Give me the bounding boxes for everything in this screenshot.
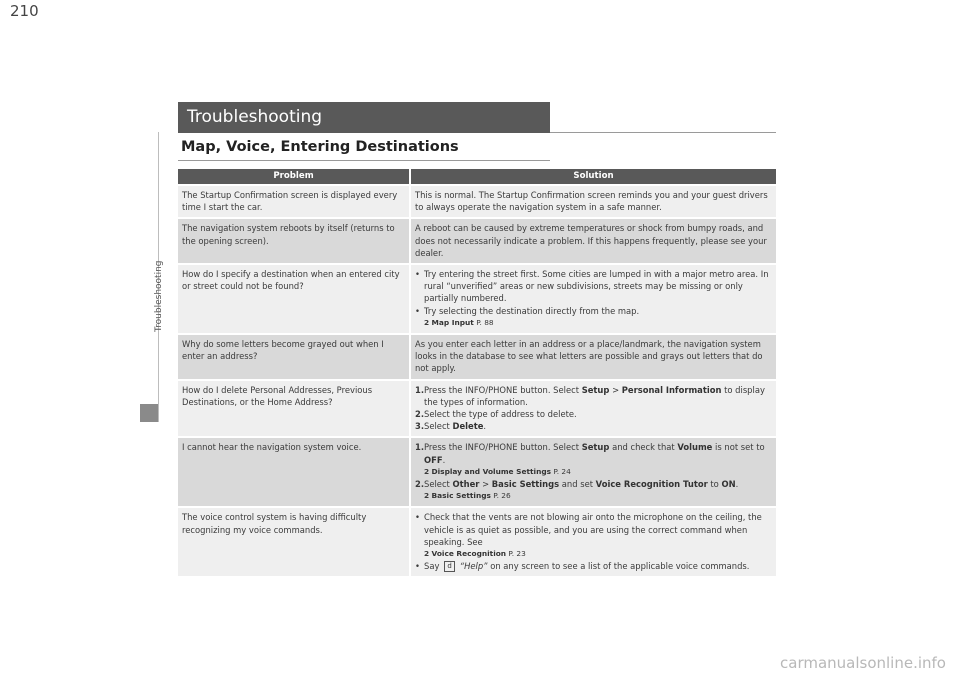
table-row [178, 264, 776, 334]
title-rule [550, 132, 776, 133]
step-text: to [710, 479, 719, 490]
step-number: 2. [415, 479, 425, 490]
bullet-text: Try entering the street first. Some cities are lumped in with a major metro area. In rural “unverified” areas or new subdivisions, streets may be missing or only partially numbered. [424, 269, 769, 304]
reference-page: P. 88 [476, 317, 494, 327]
troubleshooting-table [178, 169, 776, 576]
step-text: to display the types of information. [424, 384, 765, 407]
step-item [415, 408, 772, 420]
reference-arrow-icon: 2 [424, 317, 430, 327]
sub-title: Map, Voice, Entering Destinations [181, 139, 459, 155]
menu-delete: Delete [452, 421, 484, 432]
problem-cell: The Startup Confirmation screen is displayed every time I start the car. [178, 185, 410, 218]
problem-cell: How do I specify a destination when an entered city or street could not be found? [178, 264, 410, 334]
menu-volume: Volume [677, 442, 713, 453]
menu-voice-recognition-tutor: Voice Recognition Tutor [595, 479, 708, 490]
solution-cell [410, 437, 776, 507]
step-text: Select [424, 421, 450, 432]
step-number: 1. [415, 384, 425, 395]
bullet-text: Say [424, 561, 440, 572]
cross-reference[interactable] [424, 490, 772, 502]
reference-title: Basic Settings [431, 491, 491, 501]
table-row [178, 185, 776, 218]
menu-setup: Setup [581, 384, 610, 395]
menu-separator: > [482, 479, 490, 490]
solution-cell [410, 380, 776, 438]
reference-title: Display and Volume Settings [431, 466, 552, 476]
step-item [415, 420, 772, 432]
solution-cell [410, 507, 776, 576]
step-end: . [735, 479, 739, 490]
side-tab-label: Troubleshooting [154, 260, 164, 332]
step-item [415, 384, 772, 408]
table-row [178, 507, 776, 576]
menu-separator: > [612, 384, 620, 395]
problem-cell: I cannot hear the navigation system voice. [178, 437, 410, 507]
step-text: Select the type of address to delete. [424, 409, 577, 420]
menu-basic-settings: Basic Settings [491, 479, 560, 490]
side-tab-marker [140, 404, 158, 422]
bullet: • [415, 305, 420, 316]
solution-cell [410, 264, 776, 334]
problem-cell: How do I delete Personal Addresses, Previous Destinations, or the Home Address? [178, 380, 410, 438]
solution-cell: As you enter each letter in an address or a place/landmark, the navigation system looks in the database to see what letters are possible and grays out letters that do not apply. [410, 334, 776, 380]
section-title: Troubleshooting [178, 102, 550, 133]
list-item [415, 511, 772, 560]
step-end: . [442, 454, 446, 465]
cross-reference[interactable] [424, 466, 772, 478]
table-row [178, 334, 776, 380]
table-row [178, 380, 776, 438]
step-text: and set [561, 479, 593, 490]
problem-cell: The navigation system reboots by itself (returns to the opening screen). [178, 218, 410, 264]
step-end: . [483, 421, 487, 432]
table-row [178, 437, 776, 507]
list-item [415, 560, 772, 572]
step-text: and check that [612, 442, 675, 453]
cross-reference[interactable] [424, 317, 772, 329]
reference-arrow-icon: 2 [424, 466, 430, 476]
step-number: 1. [415, 442, 425, 453]
menu-setup: Setup [581, 442, 610, 453]
reference-page: P. 26 [493, 491, 511, 501]
step-item [415, 441, 772, 478]
voice-command: “Help” [459, 561, 488, 572]
reference-title: Voice Recognition [431, 549, 507, 559]
problem-cell: Why do some letters become grayed out when I enter an address? [178, 334, 410, 380]
bullet-text: on any screen to see a list of the applicable voice commands. [490, 561, 750, 572]
bullet-text: Try selecting the destination directly from the map. [424, 305, 640, 316]
solution-cell: A reboot can be caused by extreme temperatures or shock from bumpy roads, and does not necessarily indicate a problem. If this happens frequently, please see your dealer. [410, 218, 776, 264]
side-tab [144, 132, 164, 422]
step-text: Select [424, 479, 450, 490]
value-off: OFF [424, 454, 443, 465]
problem-cell: The voice control system is having difficulty recognizing my voice commands. [178, 507, 410, 576]
watermark: carmanualsonline.info [780, 654, 946, 672]
reference-title: Map Input [431, 317, 474, 327]
value-on: ON [721, 479, 736, 490]
header-solution: Solution [410, 169, 776, 185]
talk-button-icon: d [444, 561, 455, 572]
sub-title-rule [178, 160, 550, 161]
bullet: • [415, 269, 420, 280]
header-problem: Problem [178, 169, 410, 185]
bullet-text: Check that the vents are not blowing air onto the microphone on the ceiling, the vehicle is as quiet as possible, and you are using the correct command when speaking. See [424, 512, 762, 547]
step-number: 3. [415, 421, 425, 432]
step-text: Press the INFO/PHONE button. Select [424, 384, 580, 395]
bullet: • [415, 512, 420, 523]
table-row [178, 218, 776, 264]
step-item [415, 478, 772, 502]
reference-arrow-icon: 2 [424, 491, 430, 501]
step-number: 2. [415, 409, 425, 420]
reference-page: P. 23 [508, 549, 526, 559]
list-item [415, 305, 772, 329]
table-header [178, 169, 776, 185]
list-item [415, 268, 772, 305]
solution-cell: This is normal. The Startup Confirmation screen reminds you and your guest drivers to always operate the navigation system in a safe manner. [410, 185, 776, 218]
reference-arrow-icon: 2 [424, 549, 430, 559]
reference-page: P. 24 [553, 466, 571, 476]
bullet: • [415, 561, 420, 572]
menu-personal-information: Personal Information [621, 384, 722, 395]
step-text: Press the INFO/PHONE button. Select [424, 442, 580, 453]
menu-other: Other [452, 479, 480, 490]
cross-reference[interactable] [424, 548, 772, 560]
step-text: is not set to [715, 442, 765, 453]
page-number: 210 [10, 2, 39, 20]
